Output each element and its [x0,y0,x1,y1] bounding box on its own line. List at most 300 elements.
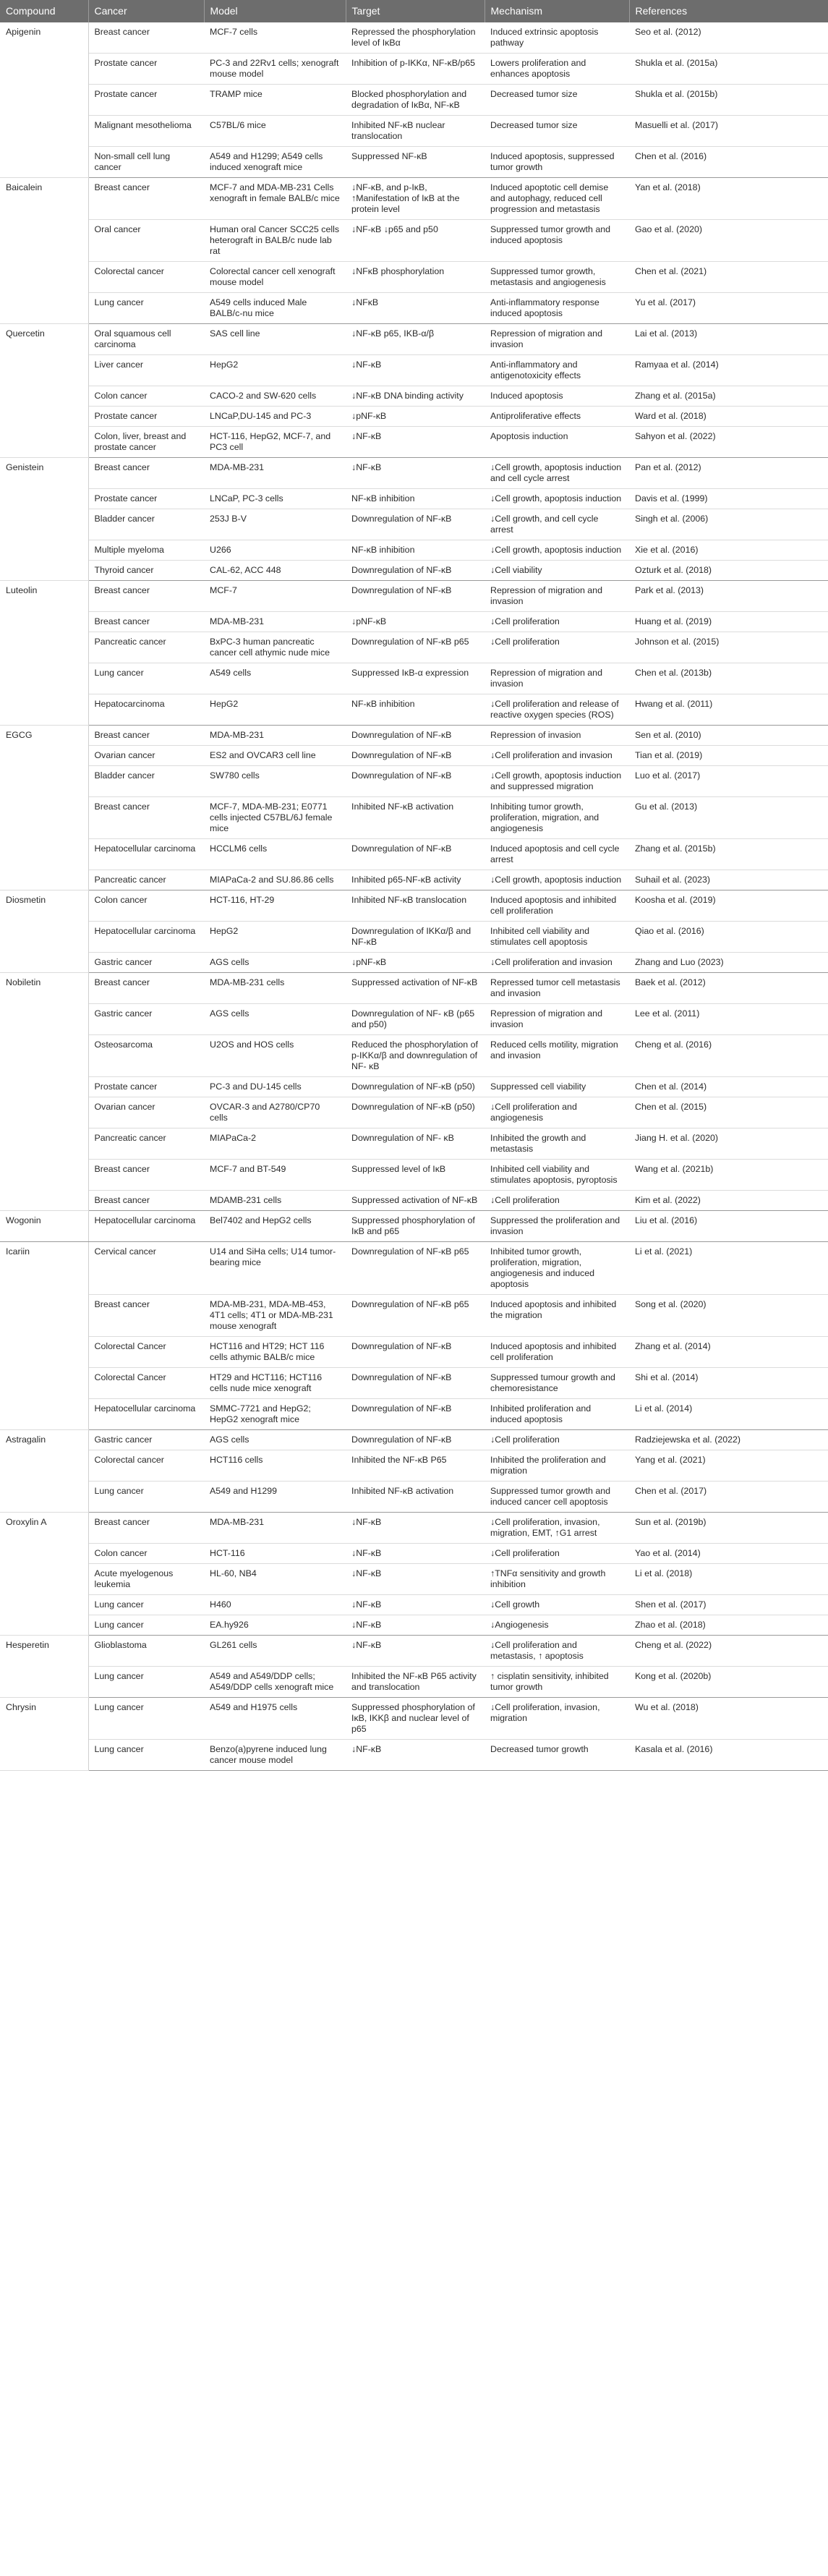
target-cell: Inhibition of p-IKKα, NF-κB/p65 [346,54,485,85]
reference-cell: Zhang et al. (2015b) [629,839,828,870]
model-cell: AGS cells [204,953,346,973]
model-cell: U14 and SiHa cells; U14 tumor-bearing mice [204,1242,346,1295]
mechanism-cell: Repression of invasion [485,726,629,746]
cancer-cell: Gastric cancer [88,953,204,973]
mechanism-cell: Induced extrinsic apoptosis pathway [485,22,629,54]
table-row [0,540,828,561]
reference-cell: Lee et al. (2011) [629,1004,828,1035]
table-row [0,1035,828,1077]
cancer-cell: Bladder cancer [88,766,204,797]
model-cell: HL-60, NB4 [204,1564,346,1595]
mechanism-cell: Induced apoptosis and inhibited cell proliferation [485,890,629,922]
target-cell: Downregulation of NF-κB [346,746,485,766]
mechanism-cell: Antiproliferative effects [485,407,629,427]
reference-cell: Yang et al. (2021) [629,1450,828,1482]
cancer-cell: Colorectal cancer [88,1450,204,1482]
reference-cell: Lai et al. (2013) [629,324,828,355]
cancer-cell: Acute myelogenous leukemia [88,1564,204,1595]
target-cell: Reduced the phosphorylation of p-IKKα/β and downregulation of NF- κB [346,1035,485,1077]
model-cell: C57BL/6 mice [204,116,346,147]
reference-cell: Yan et al. (2018) [629,178,828,220]
table-row [0,355,828,386]
reference-cell: Davis et al. (1999) [629,489,828,509]
mechanism-cell: Repressed tumor cell metastasis and invasion [485,973,629,1004]
table-row [0,973,828,1004]
model-cell: HCCLM6 cells [204,839,346,870]
mechanism-cell: ↓Cell proliferation, invasion, migration [485,1698,629,1740]
table-row [0,1368,828,1399]
mechanism-cell: Suppressed tumor growth and induced apoptosis [485,220,629,262]
mechanism-cell: Induced apoptosis, suppressed tumor growth [485,147,629,178]
reference-cell: Shukla et al. (2015a) [629,54,828,85]
model-cell: MDA-MB-231 [204,726,346,746]
cancer-cell: Lung cancer [88,1615,204,1636]
col-header-references: References [629,0,828,22]
target-cell: Suppressed activation of NF-κB [346,1191,485,1211]
table-row [0,1004,828,1035]
col-header-mechanism: Mechanism [485,0,629,22]
mechanism-cell: ↓Cell proliferation and invasion [485,953,629,973]
mechanism-cell: Inhibited the proliferation and migration [485,1450,629,1482]
model-cell: Colorectal cancer cell xenograft mouse model [204,262,346,293]
model-cell: MCF-7 and MDA-MB-231 Cells xenograft in female BALB/c mice [204,178,346,220]
mechanism-cell: ↓Cell proliferation and angiogenesis [485,1097,629,1128]
model-cell: A549 cells [204,663,346,694]
cancer-cell: Glioblastoma [88,1636,204,1667]
cancer-cell: Colon cancer [88,890,204,922]
mechanism-cell: ↓Cell growth [485,1595,629,1615]
reference-cell: Seo et al. (2012) [629,22,828,54]
table-row [0,694,828,726]
target-cell: ↓NF-κB [346,458,485,489]
mechanism-cell: Inhibited the growth and metastasis [485,1128,629,1160]
reference-cell: Kong et al. (2020b) [629,1667,828,1698]
mechanism-cell: ↓Cell growth, and cell cycle arrest [485,509,629,540]
model-cell: MIAPaCa-2 and SU.86.86 cells [204,870,346,890]
cancer-cell: Ovarian cancer [88,1097,204,1128]
model-cell: BxPC-3 human pancreatic cancer cell athymic nude mice [204,632,346,663]
compound-cell: Oroxylin A [0,1513,88,1636]
cancer-cell: Hepatocellular carcinoma [88,922,204,953]
mechanism-cell: Induced apoptosis and cell cycle arrest [485,839,629,870]
compound-cell: Icariin [0,1242,88,1430]
compound-cell: Hesperetin [0,1636,88,1698]
table-body [0,22,828,1771]
reference-cell: Koosha et al. (2019) [629,890,828,922]
table-row [0,797,828,839]
compound-cell: Astragalin [0,1430,88,1513]
table-row [0,1399,828,1430]
model-cell: LNCaP,DU-145 and PC-3 [204,407,346,427]
table-row [0,1544,828,1564]
cancer-cell: Pancreatic cancer [88,870,204,890]
reference-cell: Pan et al. (2012) [629,458,828,489]
mechanism-cell: Apoptosis induction [485,427,629,458]
table-row [0,293,828,324]
reference-cell: Chen et al. (2015) [629,1097,828,1128]
model-cell: LNCaP, PC-3 cells [204,489,346,509]
reference-cell: Chen et al. (2014) [629,1077,828,1097]
cancer-cell: Thyroid cancer [88,561,204,581]
compound-cell: EGCG [0,726,88,890]
mechanism-cell: Suppressed tumour growth and chemoresistance [485,1368,629,1399]
mechanism-cell: ↓Cell proliferation [485,632,629,663]
reference-cell: Ozturk et al. (2018) [629,561,828,581]
target-cell: Downregulation of NF-κB [346,581,485,612]
reference-cell: Johnson et al. (2015) [629,632,828,663]
reference-cell: Shukla et al. (2015b) [629,85,828,116]
mechanism-cell: ↓Cell proliferation [485,612,629,632]
target-cell: Downregulation of NF-κB [346,561,485,581]
mechanism-cell: ↓Cell growth, apoptosis induction [485,489,629,509]
table-row [0,324,828,355]
cancer-cell: Lung cancer [88,1595,204,1615]
target-cell: ↓pNF-κB [346,612,485,632]
table-row [0,1160,828,1191]
cancer-cell: Breast cancer [88,612,204,632]
target-cell: Inhibited the NF-κB P65 [346,1450,485,1482]
cancer-cell: Non-small cell lung cancer [88,147,204,178]
target-cell: Downregulation of NF-κB [346,766,485,797]
cancer-cell: Hepatocellular carcinoma [88,1211,204,1242]
table-row [0,427,828,458]
mechanism-cell: Repression of migration and invasion [485,324,629,355]
model-cell: EA.hy926 [204,1615,346,1636]
target-cell: Downregulation of NF-κB p65 [346,1295,485,1337]
cancer-cell: Colorectal cancer [88,262,204,293]
mechanism-cell: Decreased tumor size [485,116,629,147]
cancer-cell: Breast cancer [88,1513,204,1544]
target-cell: Suppressed activation of NF-κB [346,973,485,1004]
table-row [0,632,828,663]
cancer-cell: Prostate cancer [88,54,204,85]
model-cell: A549 and A549/DDP cells; A549/DDP cells xenograft mice [204,1667,346,1698]
model-cell: A549 and H1299 [204,1482,346,1513]
target-cell: ↓pNF-κB [346,407,485,427]
reference-cell: Sen et al. (2010) [629,726,828,746]
table-row [0,489,828,509]
mechanism-cell: ↓Cell proliferation [485,1191,629,1211]
table-row [0,1337,828,1368]
cancer-cell: Breast cancer [88,178,204,220]
reference-cell: Gu et al. (2013) [629,797,828,839]
table-row [0,220,828,262]
compound-cell: Luteolin [0,581,88,726]
col-header-target: Target [346,0,485,22]
target-cell: ↓NF-κB [346,1544,485,1564]
reference-cell: Wu et al. (2018) [629,1698,828,1740]
mechanism-cell: Inhibited cell viability and stimulates cell apoptosis [485,922,629,953]
cancer-cell: Breast cancer [88,1160,204,1191]
mechanism-cell: ↓Cell proliferation [485,1544,629,1564]
reference-cell: Cheng et al. (2016) [629,1035,828,1077]
reference-cell: Yu et al. (2017) [629,293,828,324]
mechanism-cell: Repression of migration and invasion [485,581,629,612]
table-row [0,1698,828,1740]
cancer-cell: Prostate cancer [88,1077,204,1097]
mechanism-cell: ↓Cell viability [485,561,629,581]
reference-cell: Sahyon et al. (2022) [629,427,828,458]
model-cell: HepG2 [204,355,346,386]
compound-cell: Diosmetin [0,890,88,973]
mechanism-cell: ↓Angiogenesis [485,1615,629,1636]
reference-cell: Zhang et al. (2015a) [629,386,828,407]
target-cell: Repressed the phosphorylation level of IκBα [346,22,485,54]
model-cell: HCT-116 [204,1544,346,1564]
target-cell: Inhibited NF-κB activation [346,797,485,839]
col-header-compound: Compound [0,0,88,22]
mechanism-cell: Inhibited proliferation and induced apoptosis [485,1399,629,1430]
reference-cell: Hwang et al. (2011) [629,694,828,726]
table-row [0,147,828,178]
mechanism-cell: Anti-inflammatory and antigenotoxicity effects [485,355,629,386]
target-cell: ↓NFκB phosphorylation [346,262,485,293]
table-row [0,509,828,540]
target-cell: ↓NF-κB p65, IKB-α/β [346,324,485,355]
cancer-cell: Hepatocarcinoma [88,694,204,726]
compound-cell: Nobiletin [0,973,88,1211]
table-row [0,1482,828,1513]
table-row [0,1667,828,1698]
model-cell: TRAMP mice [204,85,346,116]
mechanism-cell: ↑TNFα sensitivity and growth inhibition [485,1564,629,1595]
table-row [0,922,828,953]
table-row [0,663,828,694]
mechanism-cell: Suppressed tumor growth and induced cancer cell apoptosis [485,1482,629,1513]
target-cell: ↓NF-κB [346,427,485,458]
target-cell: NF-κB inhibition [346,694,485,726]
target-cell: Suppressed NF-κB [346,147,485,178]
target-cell: Downregulation of NF-κB [346,1399,485,1430]
mechanism-cell: Lowers proliferation and enhances apoptosis [485,54,629,85]
reference-cell: Singh et al. (2006) [629,509,828,540]
table-row [0,839,828,870]
mechanism-cell: Suppressed the proliferation and invasion [485,1211,629,1242]
table-row [0,85,828,116]
target-cell: Downregulation of NF- κB [346,1128,485,1160]
reference-cell: Chen et al. (2013b) [629,663,828,694]
model-cell: HCT-116, HepG2, MCF-7, and PC3 cell [204,427,346,458]
mechanism-cell: Induced apoptosis and inhibited cell proliferation [485,1337,629,1368]
cancer-cell: Pancreatic cancer [88,632,204,663]
table-row [0,1513,828,1544]
cancer-cell: Liver cancer [88,355,204,386]
cancer-cell: Colon, liver, breast and prostate cancer [88,427,204,458]
mechanism-cell: Induced apoptosis and inhibited the migration [485,1295,629,1337]
target-cell: NF-κB inhibition [346,540,485,561]
model-cell: U266 [204,540,346,561]
table-row [0,1097,828,1128]
table-row [0,581,828,612]
mechanism-cell: Decreased tumor size [485,85,629,116]
table-row [0,1595,828,1615]
model-cell: HepG2 [204,694,346,726]
table-header [0,0,828,22]
table-row [0,386,828,407]
model-cell: A549 and H1299; A549 cells induced xenograft mice [204,147,346,178]
cancer-cell: Cervical cancer [88,1242,204,1295]
model-cell: HepG2 [204,922,346,953]
target-cell: Inhibited NF-κB translocation [346,890,485,922]
model-cell: U2OS and HOS cells [204,1035,346,1077]
model-cell: A549 cells induced Male BALB/c-nu mice [204,293,346,324]
mechanism-cell: Suppressed tumor growth, metastasis and angiogenesis [485,262,629,293]
target-cell: ↓pNF-κB [346,953,485,973]
reference-cell: Chen et al. (2021) [629,262,828,293]
cancer-cell: Pancreatic cancer [88,1128,204,1160]
target-cell: ↓NF-κB [346,1513,485,1544]
table-row [0,1128,828,1160]
cancer-cell: Colorectal Cancer [88,1368,204,1399]
target-cell: Downregulation of NF-κB p65 [346,632,485,663]
model-cell: SAS cell line [204,324,346,355]
table-row [0,407,828,427]
target-cell: Downregulation of NF-κB [346,1368,485,1399]
table-row [0,262,828,293]
target-cell: Downregulation of IKKα/β and NF-κB [346,922,485,953]
target-cell: Suppressed IκB-α expression [346,663,485,694]
mechanism-cell: Anti-inflammatory response induced apoptosis [485,293,629,324]
model-cell: MIAPaCa-2 [204,1128,346,1160]
model-cell: CAL-62, ACC 448 [204,561,346,581]
model-cell: MCF-7, MDA-MB-231; E0771 cells injected C57BL/6J female mice [204,797,346,839]
cancer-cell: Colorectal Cancer [88,1337,204,1368]
mechanism-cell: ↑ cisplatin sensitivity, inhibited tumor growth [485,1667,629,1698]
model-cell: ES2 and OVCAR3 cell line [204,746,346,766]
target-cell: Downregulation of NF-κB p65 [346,1242,485,1295]
compound-cell: Apigenin [0,22,88,178]
reference-cell: Zhang et al. (2014) [629,1337,828,1368]
table-row [0,726,828,746]
reference-cell: Sun et al. (2019b) [629,1513,828,1544]
reference-cell: Kasala et al. (2016) [629,1740,828,1771]
reference-cell: Li et al. (2021) [629,1242,828,1295]
table-row [0,116,828,147]
target-cell: Downregulation of NF-κB [346,726,485,746]
table-row [0,1450,828,1482]
cancer-cell: Breast cancer [88,458,204,489]
target-cell: Suppressed level of IκB [346,1160,485,1191]
table-row [0,766,828,797]
table-row [0,1636,828,1667]
table-row [0,22,828,54]
mechanism-cell: ↓Cell proliferation and metastasis, ↑ apoptosis [485,1636,629,1667]
table-row [0,1295,828,1337]
model-cell: PC-3 and DU-145 cells [204,1077,346,1097]
model-cell: HCT-116, HT-29 [204,890,346,922]
table-row [0,1191,828,1211]
reference-cell: Yao et al. (2014) [629,1544,828,1564]
col-header-cancer: Cancer [88,0,204,22]
table-row [0,458,828,489]
table-row [0,1615,828,1636]
model-cell: MCF-7 [204,581,346,612]
target-cell: Inhibited p65-NF-κB activity [346,870,485,890]
target-cell: Blocked phosphorylation and degradation of IκBα, NF-κB [346,85,485,116]
cancer-cell: Hepatocellular carcinoma [88,1399,204,1430]
target-cell: Downregulation of NF- κB (p65 and p50) [346,1004,485,1035]
mechanism-cell: ↓Cell proliferation [485,1430,629,1450]
reference-cell: Zhang and Luo (2023) [629,953,828,973]
model-cell: MCF-7 and BT-549 [204,1160,346,1191]
model-cell: Bel7402 and HepG2 cells [204,1211,346,1242]
target-cell: ↓NF-κB [346,1636,485,1667]
cancer-cell: Bladder cancer [88,509,204,540]
table-row [0,1430,828,1450]
mechanism-cell: Decreased tumor growth [485,1740,629,1771]
reference-cell: Suhail et al. (2023) [629,870,828,890]
mechanism-cell: ↓Cell growth, apoptosis induction [485,870,629,890]
target-cell: Suppressed phosphorylation of IκB, IKKβ and nuclear level of p65 [346,1698,485,1740]
reference-cell: Liu et al. (2016) [629,1211,828,1242]
mechanism-cell: ↓Cell proliferation and release of reactive oxygen species (ROS) [485,694,629,726]
reference-cell: Li et al. (2014) [629,1399,828,1430]
mechanism-cell: ↓Cell growth, apoptosis induction and suppressed migration [485,766,629,797]
table-row [0,1077,828,1097]
model-cell: H460 [204,1595,346,1615]
reference-cell: Park et al. (2013) [629,581,828,612]
target-cell: ↓NF-κB [346,1564,485,1595]
target-cell: ↓NF-κB DNA binding activity [346,386,485,407]
model-cell: 253J B-V [204,509,346,540]
target-cell: Downregulation of NF-κB (p50) [346,1077,485,1097]
model-cell: A549 and H1975 cells [204,1698,346,1740]
cancer-cell: Malignant mesothelioma [88,116,204,147]
model-cell: Human oral Cancer SCC25 cells heterograft in BALB/c nude lab rat [204,220,346,262]
target-cell: Inhibited the NF-κB P65 activity and translocation [346,1667,485,1698]
cancer-cell: Breast cancer [88,797,204,839]
table-row [0,1564,828,1595]
cancer-cell: Multiple myeloma [88,540,204,561]
reference-cell: Jiang H. et al. (2020) [629,1128,828,1160]
cancer-cell: Lung cancer [88,1482,204,1513]
model-cell: SW780 cells [204,766,346,797]
compound-cell: Baicalein [0,178,88,324]
col-header-model: Model [204,0,346,22]
cancer-cell: Colon cancer [88,1544,204,1564]
model-cell: PC-3 and 22Rv1 cells; xenograft mouse model [204,54,346,85]
model-cell: MDA-MB-231 [204,612,346,632]
target-cell: ↓NF-κB [346,355,485,386]
target-cell: Downregulation of NF-κB [346,839,485,870]
target-cell: Inhibited NF-κB nuclear translocation [346,116,485,147]
mechanism-cell: Inhibited cell viability and stimulates apoptosis, pyroptosis [485,1160,629,1191]
compound-cell: Chrysin [0,1698,88,1771]
cancer-cell: Prostate cancer [88,489,204,509]
target-cell: ↓NF-κB [346,1740,485,1771]
model-cell: GL261 cells [204,1636,346,1667]
model-cell: MDA-MB-231 [204,458,346,489]
cancer-cell: Breast cancer [88,973,204,1004]
cancer-cell: Colon cancer [88,386,204,407]
reference-cell: Li et al. (2018) [629,1564,828,1595]
model-cell: MDA-MB-231, MDA-MB-453, 4T1 cells; 4T1 or MDA-MB-231 mouse xenograft [204,1295,346,1337]
target-cell: NF-κB inhibition [346,489,485,509]
cancer-cell: Lung cancer [88,293,204,324]
compound-cell: Wogonin [0,1211,88,1242]
target-cell: ↓NFκB [346,293,485,324]
mechanism-cell: ↓Cell growth, apoptosis induction [485,540,629,561]
mechanism-cell: Suppressed cell viability [485,1077,629,1097]
table-row [0,890,828,922]
target-cell: Downregulation of NF-κB [346,1430,485,1450]
target-cell: Suppressed phosphorylation of IκB and p65 [346,1211,485,1242]
reference-cell: Cheng et al. (2022) [629,1636,828,1667]
mechanism-cell: Repression of migration and invasion [485,1004,629,1035]
table-row [0,178,828,220]
cancer-cell: Prostate cancer [88,85,204,116]
cancer-cell: Lung cancer [88,663,204,694]
